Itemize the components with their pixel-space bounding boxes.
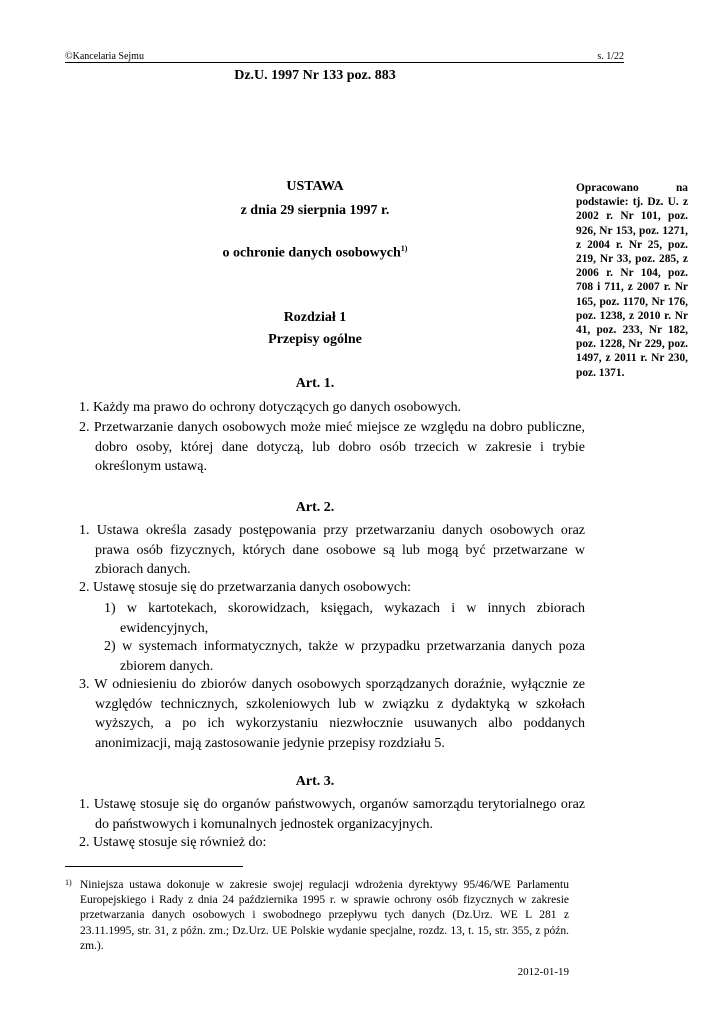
footnote-text: Niniejsza ustawa dokonuje w zakresie swojej regulacji wdrożenia dyrektywy 95/46/WE Parlamentu Europejskiego i Rady z dnia 24 października 1995 r. w sprawie ochrony osób fizycznych w zakresie przetwarzania danych osobowych i swobodnego przepływu tych danych (Dz.Urz. WE L 281 z 23.11.1995, str. 31, z późn. zm.; Dz.Urz. UE Polskie wydanie specjalne, rozdz. 13, t. 15, str. 355, z późn. zm.). (80, 879, 569, 952)
footer-date: 2012-01-19 (517, 966, 569, 978)
act-type: USTAWA (286, 179, 344, 194)
article-2-point-2: 2) w systemach informatycznych, także w przypadku przetwarzania danych poza zbiorem danych. (104, 639, 585, 674)
act-title-text: o ochronie danych osobowych (222, 245, 401, 261)
article-3-paragraph-1: 1. Ustawę stosuje się do organów państwowych, organów samorządu terytorialnego oraz do państwowych i komunalnych jednostek organizacyjnych. (79, 797, 585, 832)
article-2-point-1: 1) w kartotekach, skorowidzach, księgach, wykazach i w innych zbiorach ewidencyjnych, (104, 601, 585, 636)
article-2-paragraph-3: 3. W odniesieniu do zbiorów danych osobowych sporządzanych doraźnie, wyłącznie ze względów technicznych, szkoleniowych lub w związku z dydaktyką w szkołach wyższych, a po ich wykorzystaniu niezwłocznie usuwanych albo poddanych anonimizacji, mają zastosowanie jedynie przepisy rozdziału 5. (79, 677, 585, 751)
chapter-label: Rozdział 1 (283, 310, 347, 325)
act-title (65, 244, 565, 262)
footnote-reference: 1) (400, 244, 408, 253)
header-source: ©Kancelaria Sejmu (65, 51, 144, 62)
footnote (65, 878, 569, 954)
article-3-paragraph-2: 2. Ustawę stosuje się również do: (79, 835, 267, 850)
article-1-paragraph-1: 1. Każdy ma prawo do ochrony dotyczących go danych osobowych. (79, 400, 462, 415)
article-2-heading: Art. 2. (295, 500, 335, 515)
article-2-paragraph-2: 2. Ustawę stosuje się do przetwarzania danych osobowych: (79, 580, 412, 595)
article-1-heading: Art. 1. (295, 376, 335, 391)
chapter-title: Przepisy ogólne (268, 332, 362, 347)
act-date: z dnia 29 sierpnia 1997 r. (240, 203, 390, 218)
article-2-paragraph-1: 1. Ustawa określa zasady postępowania przy przetwarzaniu danych osobowych oraz prawa osób fizycznych, których dane osobowe są lub mogą być przetwarzane w zbiorach danych. (79, 523, 585, 577)
footnote-separator (65, 866, 243, 867)
consolidation-note: Opracowano na podstawie: tj. Dz. U. z 2002 r. Nr 101, poz. 926, Nr 153, poz. 1271, z 2004 r. Nr 25, poz. 219, Nr 33, poz. 285, z 2006 r. Nr 104, poz. 708 i 711, z 2007 r. Nr 165, poz. 1170, Nr 176, poz. 1238, z 2010 r. Nr 41, poz. 233, Nr 182, poz. 1228, Nr 229, poz. 1497, z 2011 r. Nr 230, poz. 1371. (576, 182, 688, 379)
article-1-paragraph-2: 2. Przetwarzanie danych osobowych może mieć miejsce ze względu na dobro publiczne, dobro osoby, której dane dotyczą, lub dobro osób trzecich w zakresie i trybie określonym ustawą. (79, 420, 585, 474)
header-page-number: s. 1/22 (597, 51, 624, 62)
article-3-heading: Art. 3. (295, 774, 335, 789)
journal-reference: Dz.U. 1997 Nr 133 poz. 883 (234, 68, 396, 83)
header-rule (65, 62, 624, 63)
footnote-mark: 1) (65, 878, 72, 887)
